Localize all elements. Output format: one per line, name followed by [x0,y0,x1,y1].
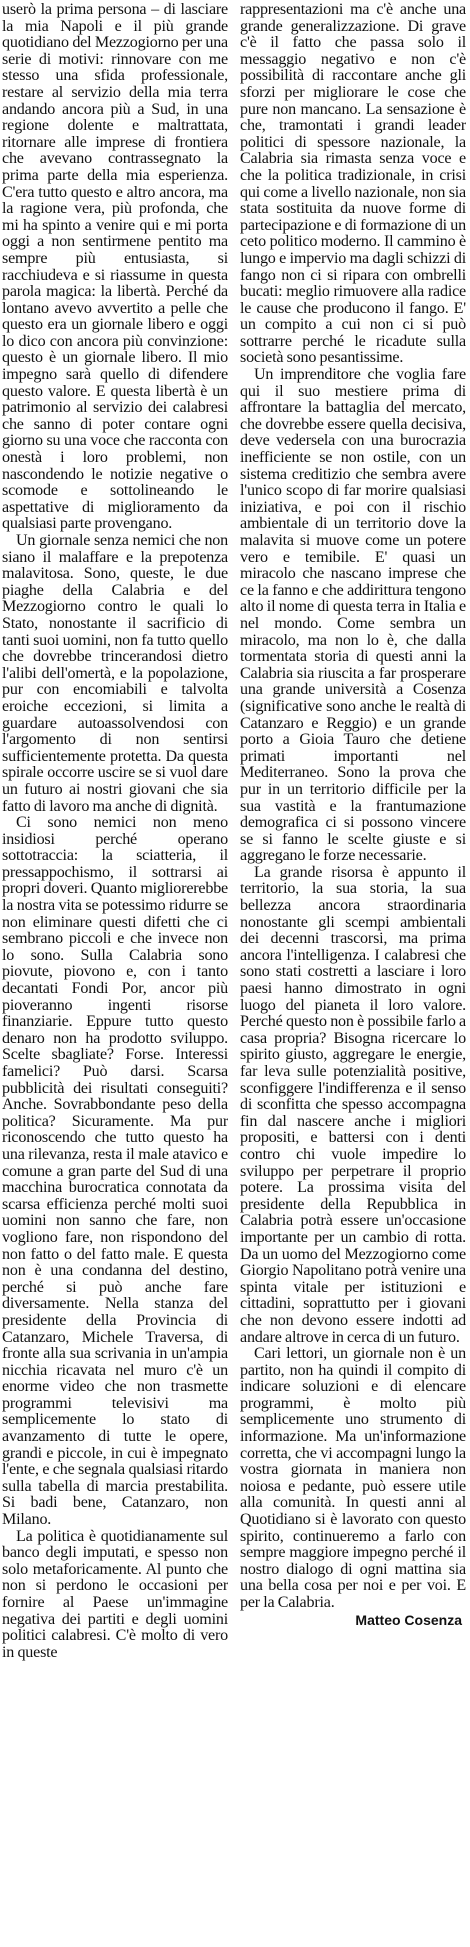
article-paragraph: userò la prima persona – di lasciare la mia Napoli e il più grande quotidiano del Mezzogiorno per una serie di motivi: rinnovare con me stesso una sfida professionale, restare al servizio della mia terra andando ancora più a Sud, in una regione dolente e maltrattata, ritornare alle imprese di frontiera che avevano contrassegnato la prima parte della mia esperienza. C'era tutto questo e altro ancora, ma la ragione vera, più profonda, che mi ha spinto a venire qui e mi porta oggi a non sentirmene pentito ma sempre più entusiasta, si racchiudeva e si riassume in questa parola magica: la libertà. Perché da lontano avevo avvertito a pelle che questo era un giornale libero e oggi lo dico con ancora più convinzione: questo è un giornale libero. Il mio impegno sarà quello di difendere questo valore. E questa libertà è un patrimonio al servizio dei calabresi che sanno di poter contare ogni giorno su una voce che racconta con onestà i loro problemi, non nascondendo le notizie negative o scomode e sottolineando le aspettative di miglioramento da qualsiasi parte provengano. [2,2,228,533]
article-paragraph: rappresentazioni ma c'è anche una grande generalizzazione. Di grave c'è il fatto che passa solo il messaggio negativo e non c'è possibilità di raccontare anche gli sforzi per migliorare le cose che pure non mancano. La sensazione è che, tramontati i grandi leader politici di spessore nazionale, la Calabria sia rimasta senza voce e che la politica tradizionale, in crisi qui come a livello nazionale, non sia stata sostituita da nuove forme di partecipazione e di formazione di un ceto politico moderno. Il cammino è lungo e impervio ma dagli schizzi di fango non ci si ripara con ombrelli bucati: meglio rimuovere alla radice le cause che producono il fango. E' un compito a cui non ci si può sottrarre perché le ricadute sulla società sono pesantissime. [240,2,466,367]
article-column-left [2,2,228,1942]
author-signature: Matteo Cosenza [355,1611,462,1628]
article-paragraph: Cari lettori, un giornale non è un partito, non ha quindi il compito di indicare soluzioni e di elencare programmi, è molto più semplicemente uno strumento di informazione. Ma un'informazione corretta, che vi accompagni lungo la vostra giornata in maniera non noiosa e pedante, può essere utile alla comunità. In questi anni al Quotidiano si è lavorato con questo spirito, continueremo a farlo con sempre maggiore impegno perché il nostro dialogo di ogni mattina sia una bella cosa per noi e per voi. E per la Calabria. [240,1345,466,1611]
article-paragraph: Un giornale senza nemici che non siano il malaffare e la prepotenza malavitosa. Sono, queste, le due piaghe della Calabria e del Mezzogiorno contro le quali lo Stato, nonostante il sacrificio di tanti suoi uomini, non fa tutto quello che dovrebbe trincerandosi dietro l'alibi dell'omertà, e la popolazione, pur con encomiabili e talvolta eroiche eccezioni, si limita a guardare autoassolvendosi con l'argomento di non sentirsi sufficientemente protetta. Da questa spirale occorre uscire se si vuol dare un futuro ai nostri giovani che sia fatto di lavoro ma anche di dignità. [2,532,228,815]
article-paragraph: Ci sono nemici non meno insidiosi perché operano sottotraccia: la sciatteria, il pressappochismo, il sottrarsi ai propri doveri. Quanto migliorerebbe la nostra vita se potessimo ridurre se non eliminare questi difetti che ci sembrano piccoli e che invece non lo sono. Sulla Calabria sono piovute, piovono e, con i tanto decantati Fondi Por, ancor più pioveranno ingenti risorse finanziarie. Eppure tutto questo denaro non ha prodotto sviluppo. Scelte sbagliate? Forse. Interessi famelici? Può darsi. Scarsa pubblicità dei risultati conseguiti? Anche. Sovrabbondante peso della politica? Sicuramente. Ma pur riconoscendo che tutto questo ha una rilevanza, resta il male atavico e comune a gran parte del Sud di una macchina burocratica connotata da scarsa efficienza perché molti suoi uomini non sanno che fare, non vogliono fare, non rispondono del non fatto o del fatto male. E questa non è una condanna del destino, perché si può anche fare diversamente. Nella stanza del presidente della Provincia di Catanzaro, Michele Traversa, di fronte alla sua scrivania in un'ampia nicchia ricavata nel muro c'è un enorme video che non trasmette programmi televisivi ma semplicemente lo stato di avanzamento di tutte le opere, grandi e piccole, in cui è impegnato l'ente, e che segnala qualsiasi ritardo sulla tabella di marcia prestabilita. Si badi bene, Catanzaro, non Milano. [2,814,228,1529]
article-paragraph: La politica è quotidianamente sul banco degli imputati, e spesso non solo metaforicamente. Al punto che non si perdono le occasioni per fornire al Paese un'immagine negativa dei partiti e degli uomini politici calabresi. C'è molto di vero in queste [2,1527,228,1661]
article-paragraph: Un imprenditore che voglia fare qui il suo mestiere prima di affrontare la battaglia del mercato, che dovrebbe essere quella decisiva, deve vedersela con una burocrazia inefficiente se non ostile, con un sistema creditizio che sembra avere l'unico scopo di far morire qualsiasi iniziativa, e poi con il rischio ambientale di un territorio dove la malavita si muove come un potere vero e temibile. E' quasi un miracolo che nascano imprese che ce la fanno e che addirittura tengono alto il nome di questa terra in Italia e nel mondo. Come sembra un miracolo, ma non lo è, che dalla tormentata storia di questi anni la Calabria sia riuscita a far prosperare una grande università a Cosenza (significative sono anche le realtà di Catanzaro e Reggio) e un grande porto a Gioia Tauro che detiene primati importanti nel Mediterraneo. Sono la prova che pur in un territorio difficile per la sua vastità e la frantumazione demografica ci si possono vincere se si fanno le scelte giuste e si aggregano le forze necessarie. [240,366,466,865]
article-column-right [240,2,466,1942]
article-paragraph: La grande risorsa è appunto il territorio, la sua storia, la sua bellezza ancora straordinaria nonostante gli scempi ambientali dei decenni trascorsi, ma prima ancora l'intelligenza. I calabresi che sono stati costretti a lasciare i loro paesi hanno dimostrato in ogni luogo del pianeta il loro valore. Perché questo non è possibile farlo a casa propria? Bisogna ricercare lo spirito giusto, aggregare le energie, far leva sulle potenzialità positive, sconfiggere l'indifferenza e il senso di sconfitta che spesso accompagna fin dal nascere anche i migliori propositi, e battersi con i denti contro chi vuole impedire lo sviluppo per perpetrare il proprio potere. La prossima visita del presidente della Repubblica in Calabria potrà essere un'occasione importante per un cambio di rotta. Da un uomo del Mezzogiorno come Giorgio Napolitano potrà venire una spinta vitale per istituzioni e cittadini, soprattutto per i giovani che non devono essere indotti ad andare altrove in cerca di un futuro. [240,863,466,1346]
